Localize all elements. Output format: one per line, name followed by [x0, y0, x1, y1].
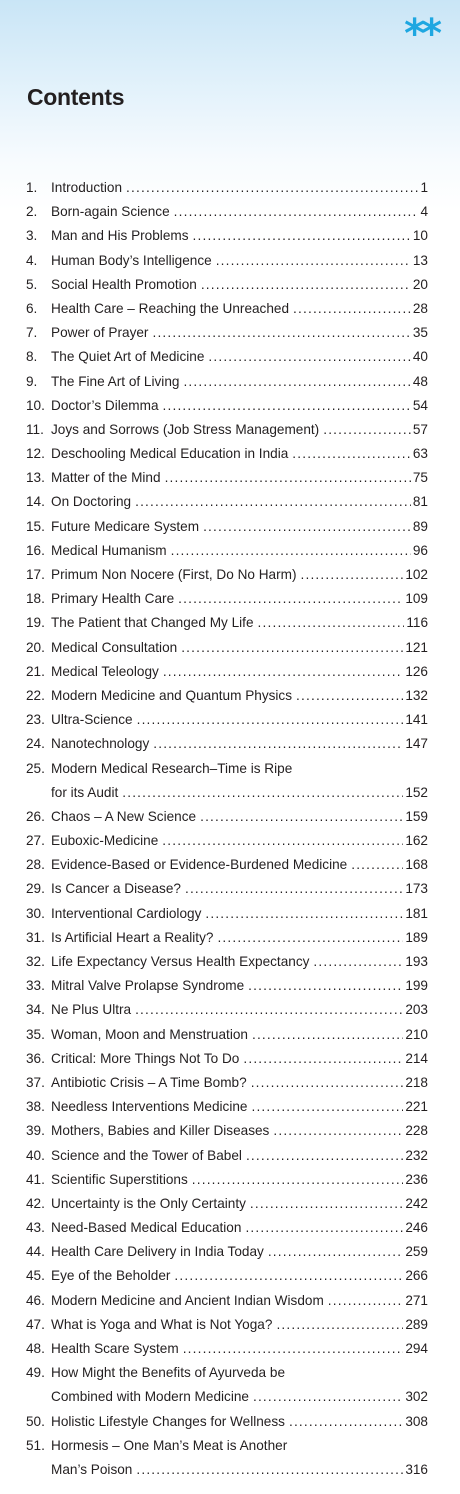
toc-page-number: 214 — [405, 1050, 428, 1066]
toc-page-number: 199 — [405, 978, 428, 994]
toc-page-number: 126 — [405, 663, 428, 679]
toc-entry-title: Eye of the Beholder — [51, 1268, 171, 1284]
toc-entry-number: 28. — [26, 857, 45, 873]
toc-entry-title: The Patient that Changed My Life — [51, 615, 254, 631]
toc-entry-title: Scientific Superstitions — [51, 1171, 188, 1187]
dot-leader — [122, 781, 403, 805]
toc-entry-title: Ultra-Science — [51, 712, 133, 728]
toc-entry-title: Joys and Sorrows (Job Stress Management) — [51, 421, 320, 437]
toc-entry-number: 37. — [26, 1074, 45, 1090]
toc-page-number: 162 — [405, 833, 428, 849]
toc-entry-title: Health Scare System — [51, 1341, 179, 1357]
toc-entry[interactable] — [26, 466, 428, 490]
dot-leader — [137, 708, 404, 732]
dot-leader — [136, 1458, 403, 1482]
dot-leader — [163, 394, 411, 418]
toc-entry-number: 42. — [26, 1195, 45, 1211]
toc-entry-title: Man and His Problems — [51, 228, 189, 244]
toc-entry[interactable] — [26, 708, 428, 732]
toc-entry-title: Life Expectancy Versus Health Expectancy — [51, 954, 310, 970]
toc-entry[interactable] — [26, 829, 428, 853]
toc-entry-title: Hormesis – One Man’s Meat is Another — [51, 1437, 288, 1453]
toc-entry[interactable] — [26, 418, 428, 442]
toc-entry[interactable] — [26, 1434, 428, 1482]
toc-entry-number: 43. — [26, 1220, 45, 1236]
dot-leader — [252, 1023, 403, 1047]
toc-entry-number: 16. — [26, 542, 45, 558]
toc-entry[interactable] — [26, 1264, 428, 1288]
toc-entry[interactable] — [26, 370, 428, 394]
toc-entry-title: Euboxic-Medicine — [51, 833, 159, 849]
toc-entry[interactable] — [26, 1410, 428, 1434]
toc-entry-title: The Quiet Art of Medicine — [51, 349, 205, 365]
toc-entry[interactable] — [26, 442, 428, 466]
toc-entry-title: What is Yoga and What is Not Yoga? — [51, 1316, 273, 1332]
toc-entry-title: Man’s Poison — [51, 1461, 133, 1477]
toc-page-number: 20 — [412, 276, 428, 292]
dot-leader — [126, 176, 418, 200]
toc-entry[interactable] — [26, 950, 428, 974]
toc-entry-number: 23. — [26, 712, 45, 728]
toc-page-number: 121 — [405, 639, 428, 655]
dot-leader — [248, 974, 403, 998]
toc-entry-title: Medical Consultation — [51, 639, 178, 655]
dot-leader — [183, 370, 410, 394]
toc-page-number: 10 — [412, 228, 428, 244]
dot-leader — [193, 224, 411, 248]
toc-entry-title: Evidence-Based or Evidence-Burdened Medicine — [51, 857, 348, 873]
toc-entry-number: 4. — [26, 252, 38, 268]
toc-entry[interactable] — [26, 394, 428, 418]
toc-entry-title: Interventional Cardiology — [51, 905, 202, 921]
toc-entry[interactable] — [26, 273, 428, 297]
toc-entry[interactable] — [26, 757, 428, 805]
toc-entry[interactable] — [26, 297, 428, 321]
toc-entry-number: 45. — [26, 1268, 45, 1284]
toc-entry-number: 44. — [26, 1244, 45, 1260]
dot-leader — [313, 950, 403, 974]
toc-page-number: 173 — [405, 881, 428, 897]
dot-leader — [152, 321, 410, 345]
dot-leader — [174, 200, 419, 224]
toc-page-number: 28 — [412, 300, 428, 316]
dot-leader — [135, 998, 403, 1022]
toc-entry-title: Human Body’s Intelligence — [51, 252, 212, 268]
toc-entry-title: Modern Medicine and Quantum Physics — [51, 687, 293, 703]
toc-page-number: 54 — [412, 397, 428, 413]
toc-page-number: 271 — [405, 1292, 428, 1308]
dot-leader — [276, 1313, 403, 1337]
toc-entry-number: 46. — [26, 1292, 45, 1308]
dot-leader — [323, 418, 411, 442]
toc-page-number: 302 — [405, 1389, 428, 1405]
toc-page-number: 141 — [405, 712, 428, 728]
toc-page-number: 48 — [412, 373, 428, 389]
toc-entry-number: 17. — [26, 567, 45, 582]
toc-entry[interactable] — [26, 1337, 428, 1361]
toc-entry-title: Need-Based Medical Education — [51, 1220, 242, 1236]
toc-page-number: 116 — [406, 615, 428, 631]
toc-entry[interactable] — [26, 998, 428, 1022]
toc-page-number: 1 — [420, 180, 428, 195]
toc-page-number: 242 — [405, 1195, 428, 1211]
toc-entry-number: 10. — [26, 397, 45, 413]
toc-entry-number: 36. — [26, 1050, 45, 1066]
toc-entry[interactable] — [26, 249, 428, 273]
toc-entry-number: 33. — [26, 978, 45, 994]
toc-entry-number: 6. — [26, 300, 38, 316]
toc-page-number: 232 — [405, 1147, 428, 1163]
toc-entry-title: Primum Non Nocere (First, Do No Harm) — [51, 567, 297, 582]
toc-entry-title: Needless Interventions Medicine — [51, 1099, 248, 1115]
toc-entry[interactable] — [26, 636, 428, 660]
toc-entry-number: 39. — [26, 1123, 45, 1139]
toc-entry-title: Science and the Tower of Babel — [51, 1147, 242, 1163]
toc-entry[interactable] — [26, 732, 428, 756]
toc-entry[interactable] — [26, 1047, 428, 1071]
toc-entry-title: Critical: More Things Not To Do — [51, 1050, 240, 1066]
asterisk-ornament-icon: ** — [404, 11, 438, 57]
toc-page-number: 236 — [405, 1171, 428, 1187]
toc-entry[interactable] — [26, 1313, 428, 1337]
toc-entry-title: for its Audit — [51, 784, 119, 800]
toc-page-number: 132 — [405, 687, 428, 703]
dot-leader — [273, 1119, 403, 1143]
toc-entry-number: 50. — [26, 1413, 45, 1429]
dot-leader — [135, 490, 411, 514]
toc-page-number: 168 — [405, 857, 428, 873]
dot-leader — [250, 1192, 403, 1216]
dot-leader — [258, 611, 405, 635]
toc-entry-number: 9. — [26, 373, 38, 389]
toc-entry[interactable] — [26, 1289, 428, 1313]
dot-leader — [296, 684, 403, 708]
toc-entry-number: 13. — [26, 470, 45, 486]
toc-entry-title: Future Medicare System — [51, 518, 200, 534]
toc-entry-number: 2. — [26, 204, 38, 220]
toc-entry[interactable] — [26, 1095, 428, 1119]
toc-page-number: 289 — [405, 1316, 428, 1332]
toc-page-number: 40 — [412, 349, 428, 365]
toc-entry[interactable] — [26, 515, 428, 539]
toc-entry[interactable] — [26, 200, 428, 224]
toc-entry-title: Modern Medicine and Ancient Indian Wisdom — [51, 1292, 324, 1308]
dot-leader — [192, 1168, 404, 1192]
toc-page-number: 96 — [412, 542, 428, 558]
dot-leader — [174, 1264, 403, 1288]
dot-leader — [216, 249, 411, 273]
toc-entry-number: 25. — [26, 760, 45, 776]
toc-entry-title: Medical Teleology — [51, 663, 159, 679]
toc-entry[interactable] — [26, 490, 428, 514]
toc-entry[interactable] — [26, 660, 428, 684]
toc-entry[interactable] — [26, 224, 428, 248]
dot-leader — [292, 442, 411, 466]
toc-entry-title: Holistic Lifestyle Changes for Wellness — [51, 1413, 285, 1429]
toc-entry-title: Matter of the Mind — [51, 470, 161, 486]
toc-entry[interactable] — [26, 877, 428, 901]
toc-entry-title: Medical Humanism — [51, 542, 167, 558]
toc-entry-number: 1. — [26, 180, 38, 195]
toc-page-number: 35 — [412, 325, 428, 341]
toc-page-number: 193 — [405, 954, 428, 970]
toc-page-number: 63 — [412, 446, 428, 462]
toc-entry-number: 48. — [26, 1341, 45, 1357]
dot-leader — [203, 515, 411, 539]
toc-entry[interactable] — [26, 1119, 428, 1143]
toc-entry-title: Mitral Valve Prolapse Syndrome — [51, 978, 245, 994]
toc-entry-title: The Fine Art of Living — [51, 373, 180, 389]
toc-page-number: 294 — [405, 1341, 428, 1357]
dot-leader — [185, 877, 403, 901]
toc-page-number: 75 — [412, 470, 428, 486]
toc-entry-number: 31. — [26, 929, 45, 945]
dot-leader — [201, 273, 411, 297]
toc-entry[interactable] — [26, 805, 428, 829]
dot-leader — [243, 1047, 403, 1071]
toc-entry[interactable] — [26, 902, 428, 926]
toc-entry-title: Born-again Science — [51, 204, 170, 220]
toc-entry-title: Antibiotic Crisis – A Time Bomb? — [51, 1074, 247, 1090]
toc-entry[interactable] — [26, 853, 428, 877]
toc-entry-title: Mothers, Babies and Killer Diseases — [51, 1123, 270, 1139]
toc-entry-number: 26. — [26, 808, 45, 824]
toc-entry-number: 5. — [26, 276, 38, 292]
toc-entry-title: How Might the Benefits of Ayurveda be — [51, 1365, 286, 1381]
dot-leader — [181, 636, 403, 660]
toc-entry-number: 22. — [26, 687, 45, 703]
dot-leader — [293, 297, 411, 321]
toc-entry-number: 19. — [26, 615, 45, 631]
dot-leader — [245, 1216, 403, 1240]
toc-page-number: 316 — [405, 1461, 428, 1477]
toc-entry[interactable] — [26, 1168, 428, 1192]
dot-leader — [200, 805, 403, 829]
toc-entry-title: Nanotechnology — [51, 736, 150, 752]
toc-entry-number: 20. — [26, 639, 45, 655]
dot-leader — [351, 853, 403, 877]
toc-entry-number: 14. — [26, 494, 45, 510]
toc-entry-number: 3. — [26, 228, 38, 244]
toc-entry-number: 24. — [26, 736, 45, 752]
toc-entry[interactable] — [26, 176, 428, 200]
toc-page-number: 152 — [405, 784, 428, 800]
toc-page-number: 228 — [405, 1123, 428, 1139]
dot-leader — [300, 563, 403, 587]
dot-leader — [178, 587, 403, 611]
dot-leader — [251, 1095, 403, 1119]
dot-leader — [171, 539, 411, 563]
toc-entry-number: 11. — [26, 421, 44, 437]
toc-entry-title: Deschooling Medical Education in India — [51, 446, 289, 462]
dot-leader — [165, 466, 411, 490]
toc-entry-title: Combined with Modern Medicine — [51, 1389, 249, 1405]
toc-entry[interactable] — [26, 1216, 428, 1240]
toc-entry[interactable] — [26, 974, 428, 998]
toc-entry-number: 29. — [26, 881, 45, 897]
toc-entry-number: 38. — [26, 1099, 45, 1115]
toc-entry-title: Is Artificial Heart a Reality? — [51, 929, 214, 945]
toc-entry-title: Ne Plus Ultra — [51, 1002, 132, 1018]
toc-entry-number: 47. — [26, 1316, 45, 1332]
dot-leader — [328, 1289, 404, 1313]
toc-page-number: 203 — [405, 1002, 428, 1018]
toc-entry[interactable] — [26, 1240, 428, 1264]
dot-leader — [217, 926, 403, 950]
toc-entry-title: Primary Health Care — [51, 591, 175, 607]
toc-entry[interactable] — [26, 684, 428, 708]
toc-entry-number: 51. — [26, 1437, 45, 1453]
toc-page-number: 246 — [405, 1220, 428, 1236]
toc-page-number: 102 — [405, 567, 428, 582]
toc-page-number: 189 — [405, 929, 428, 945]
table-of-contents — [26, 176, 428, 1482]
toc-page-number: 159 — [405, 808, 428, 824]
toc-entry[interactable] — [26, 563, 428, 587]
toc-entry-number: 15. — [26, 518, 45, 534]
dot-leader — [251, 1071, 404, 1095]
toc-page-number: 57 — [412, 421, 428, 437]
toc-entry-title: Social Health Promotion — [51, 276, 197, 292]
toc-entry[interactable] — [26, 926, 428, 950]
toc-entry-title: On Doctoring — [51, 494, 132, 510]
toc-page-number: 259 — [405, 1244, 428, 1260]
toc-page-number: 147 — [405, 736, 428, 752]
toc-entry-number: 18. — [26, 591, 45, 607]
page-title: Contents — [27, 84, 125, 110]
dot-leader — [268, 1240, 403, 1264]
toc-entry-number: 12. — [26, 446, 45, 462]
toc-entry-number: 8. — [26, 349, 38, 365]
toc-entry[interactable] — [26, 345, 428, 369]
toc-entry-number: 32. — [26, 954, 45, 970]
toc-entry[interactable] — [26, 539, 428, 563]
toc-page-number: 13 — [412, 252, 428, 268]
toc-entry[interactable] — [26, 1023, 428, 1047]
toc-page-number: 81 — [412, 494, 428, 510]
dot-leader — [289, 1410, 403, 1434]
toc-entry-title: Health Care – Reaching the Unreached — [51, 300, 290, 316]
dot-leader — [163, 660, 404, 684]
toc-page-number: 266 — [405, 1268, 428, 1284]
toc-entry-number: 27. — [26, 833, 45, 849]
dot-leader — [246, 1144, 403, 1168]
toc-entry-title: Chaos – A New Science — [51, 808, 197, 824]
toc-entry-number: 21. — [26, 663, 45, 679]
toc-page-number: 221 — [405, 1099, 428, 1115]
dot-leader — [183, 1337, 404, 1361]
toc-entry-number: 41. — [26, 1171, 45, 1187]
toc-page-number: 89 — [412, 518, 428, 534]
toc-entry-title: Introduction — [51, 180, 123, 195]
toc-entry[interactable] — [26, 1192, 428, 1216]
toc-entry-number: 40. — [26, 1147, 45, 1163]
toc-page-number: 308 — [405, 1413, 428, 1429]
dot-leader — [205, 902, 403, 926]
toc-entry-title: Health Care Delivery in India Today — [51, 1244, 264, 1260]
toc-entry-number: 49. — [26, 1365, 45, 1381]
dot-leader — [162, 829, 403, 853]
toc-entry-title: Modern Medical Research–Time is Ripe — [51, 760, 293, 776]
dot-leader — [153, 732, 403, 756]
toc-page-number: 210 — [405, 1026, 428, 1042]
toc-entry-number: 30. — [26, 905, 45, 921]
toc-entry-number: 34. — [26, 1002, 45, 1018]
toc-entry[interactable] — [26, 1144, 428, 1168]
dot-leader — [253, 1385, 403, 1409]
toc-entry[interactable] — [26, 611, 428, 635]
toc-entry-title: Doctor’s Dilemma — [51, 397, 159, 413]
toc-page-number: 218 — [405, 1074, 428, 1090]
toc-entry-title: Woman, Moon and Menstruation — [51, 1026, 248, 1042]
toc-page-number: 4 — [420, 204, 428, 220]
toc-entry[interactable] — [26, 321, 428, 345]
toc-entry[interactable] — [26, 1071, 428, 1095]
toc-page-number: 109 — [405, 591, 428, 607]
toc-page-number: 181 — [405, 905, 428, 921]
toc-entry[interactable] — [26, 587, 428, 611]
toc-entry-title: Is Cancer a Disease? — [51, 881, 181, 897]
toc-entry-title: Power of Prayer — [51, 325, 149, 341]
toc-entry-number: 7. — [26, 325, 38, 341]
toc-entry-number: 35. — [26, 1026, 45, 1042]
dot-leader — [208, 345, 410, 369]
toc-entry-title: Uncertainty is the Only Certainty — [51, 1195, 246, 1211]
toc-entry[interactable] — [26, 1361, 428, 1409]
